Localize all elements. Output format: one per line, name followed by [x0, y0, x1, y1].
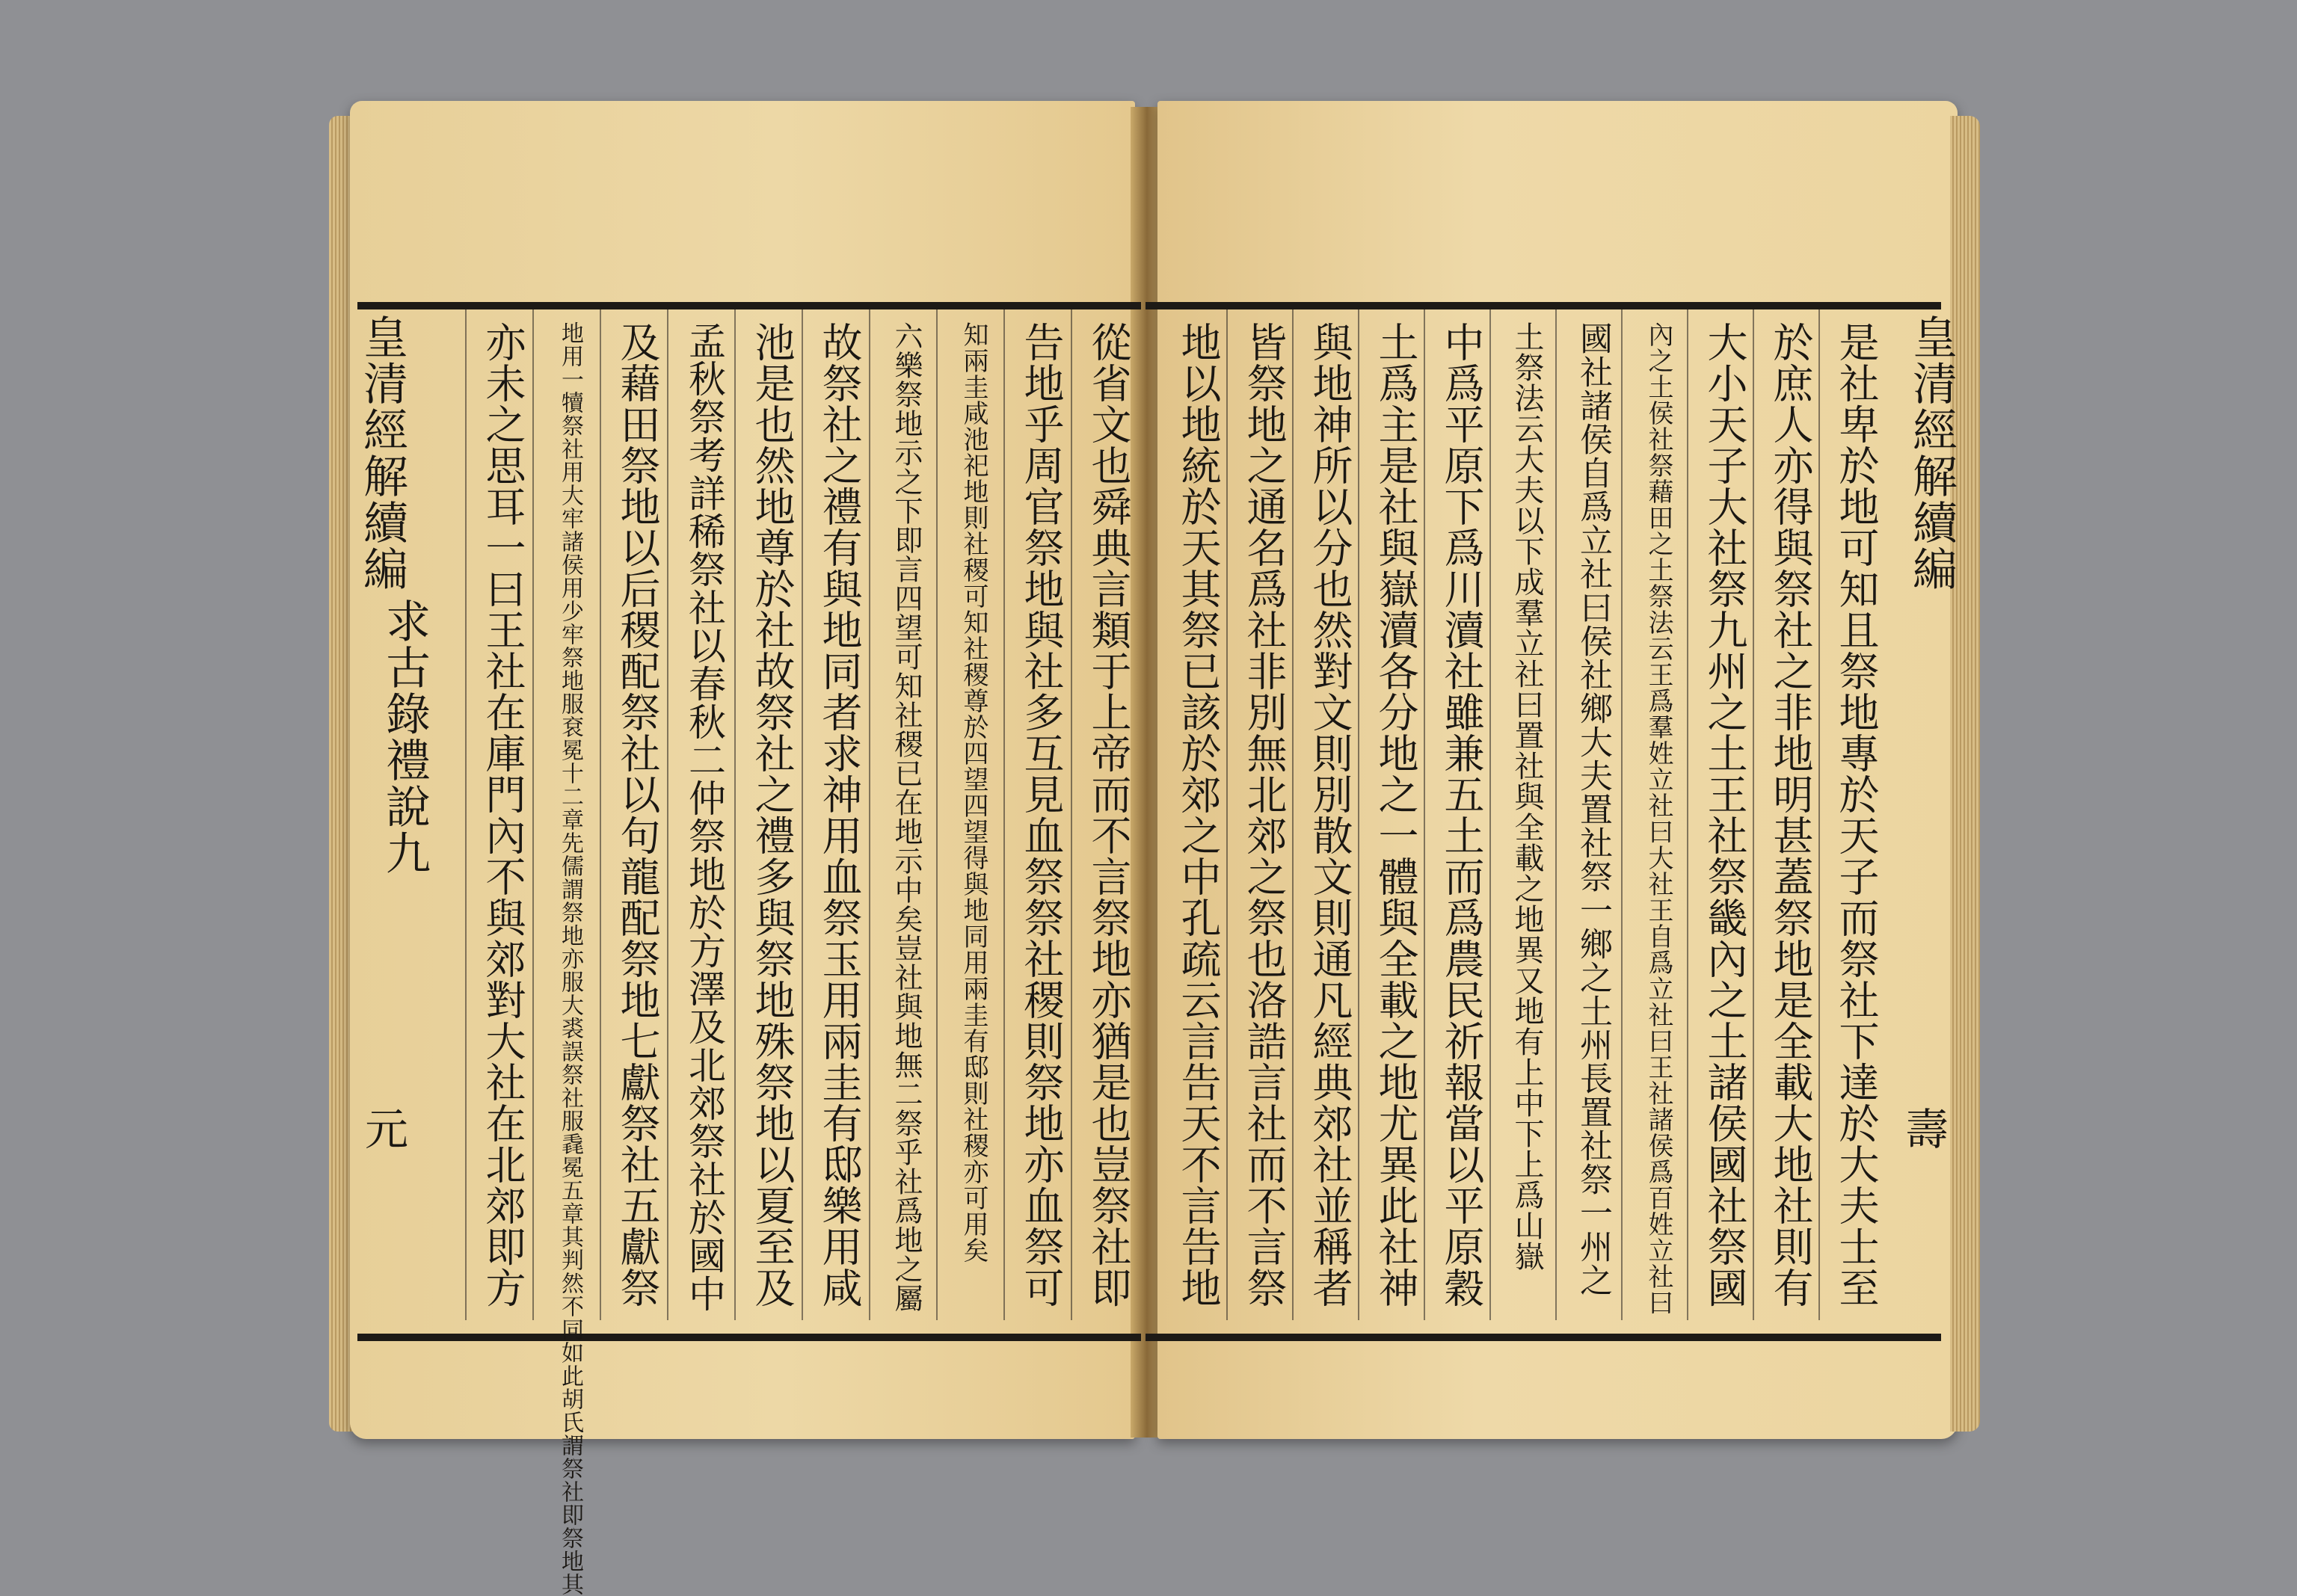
column-rule	[667, 309, 668, 1320]
right-column-11: 地以地統於天其祭已該於郊之中孔疏云言告天不言告地	[1175, 321, 1222, 1308]
column-rule	[802, 309, 803, 1320]
right-column-2: 於庶人亦得與祭社之非地明甚蓋祭地是全載大地社則有	[1767, 321, 1814, 1308]
column-rule	[1358, 309, 1359, 1320]
column-rule	[1687, 309, 1688, 1320]
column-rule	[1555, 309, 1557, 1320]
right-column-9: 與地神所以分也然對文則別散文則通凡經典郊社並稱者	[1306, 321, 1353, 1308]
column-rule	[1226, 309, 1228, 1320]
column-rule	[1753, 309, 1754, 1320]
left-column-7: 孟秋祭考詳稀祭社以春秋二仲祭地於方澤及北郊祭社於國中	[683, 321, 726, 1313]
left-margin-chapter: 求古錄禮說九	[378, 598, 431, 876]
column-rule	[1489, 309, 1491, 1320]
left-column-9: 地用一犢祭社用大牢諸侯用少牢祭地服袞冕十二章先儒謂祭地亦服大裘誤祭社服毳冕五章其判然不同如此胡氏謂祭社即祭地其	[557, 321, 583, 1596]
column-rule	[600, 309, 601, 1320]
left-column-10: 亦未之思耳一曰王社在庫門內不與郊對大社在北郊即方	[479, 321, 526, 1308]
column-rule	[1818, 309, 1820, 1320]
right-column-6: 土祭法云大夫以下成羣立社曰置社與全載之地異又地有上中下上爲山嶽	[1510, 321, 1544, 1272]
left-column-1: 從省文也舜典言類于上帝而不言祭地亦猶是也豈祭社即	[1085, 321, 1132, 1308]
right-column-1: 是社卑於地可知且祭地專於天子而祭社下達於大夫士至	[1833, 321, 1880, 1308]
column-rule	[1424, 309, 1425, 1320]
right-column-4: 內之土侯社祭藉田之土祭法云王爲羣姓立社曰大社王自爲立社曰王社諸侯爲百姓立社曰	[1643, 321, 1673, 1316]
left-column-4: 六樂祭地示之下即言四望可知社稷已在地示中矣豈社與地無二祭乎社爲地之屬	[890, 321, 923, 1313]
column-rule	[465, 309, 467, 1320]
right-column-10: 皆祭地之通名爲社非別無北郊之祭也洛誥言社而不言祭	[1240, 321, 1288, 1308]
column-rule	[734, 309, 736, 1320]
left-column-8: 及藉田祭地以后稷配祭社以句龍配祭地七獻祭社五獻祭	[614, 321, 661, 1308]
left-column-6: 池是也然地尊於社故祭社之禮多與祭地殊祭地以夏至及	[748, 321, 796, 1308]
right-column-3: 大小天子大社祭九州之土王社祭畿內之土諸侯國社祭國	[1701, 321, 1748, 1308]
column-rule	[1292, 309, 1294, 1320]
right-column-8: 土爲主是社與嶽瀆各分地之一體與全載之地尤異此社神	[1372, 321, 1419, 1308]
right-column-7: 中爲平原下爲川瀆社雖兼五土而爲農民祈報當以平原穀	[1438, 321, 1485, 1308]
left-column-2: 告地乎周官祭地與社多互見血祭祭社稷則祭地亦血祭可	[1018, 321, 1065, 1308]
left-margin-title: 皇清經解續編	[356, 314, 408, 592]
column-rule	[936, 309, 938, 1320]
right-margin-title: 皇清經解續編	[1905, 314, 1958, 592]
left-page-number: 元	[357, 1106, 408, 1150]
right-page-number: 壽	[1898, 1106, 1949, 1150]
left-column-3: 知兩圭咸池祀地則社稷可知社稷尊於四望四望得與地同用兩圭有邸則社稷亦可用矣	[959, 321, 988, 1263]
left-column-5: 故祭社之禮有與地同者求神用血祭玉用兩圭有邸樂用咸	[816, 321, 863, 1308]
column-rule	[1071, 309, 1072, 1320]
right-column-5: 國社諸侯自爲立社曰侯社鄉大夫置社祭一鄉之土州長置社祭一州之	[1574, 321, 1612, 1297]
right-page-edges	[1950, 116, 1980, 1432]
column-rule	[1621, 309, 1623, 1320]
column-rule	[532, 309, 534, 1320]
column-rule	[1003, 309, 1005, 1320]
column-rule	[869, 309, 870, 1320]
